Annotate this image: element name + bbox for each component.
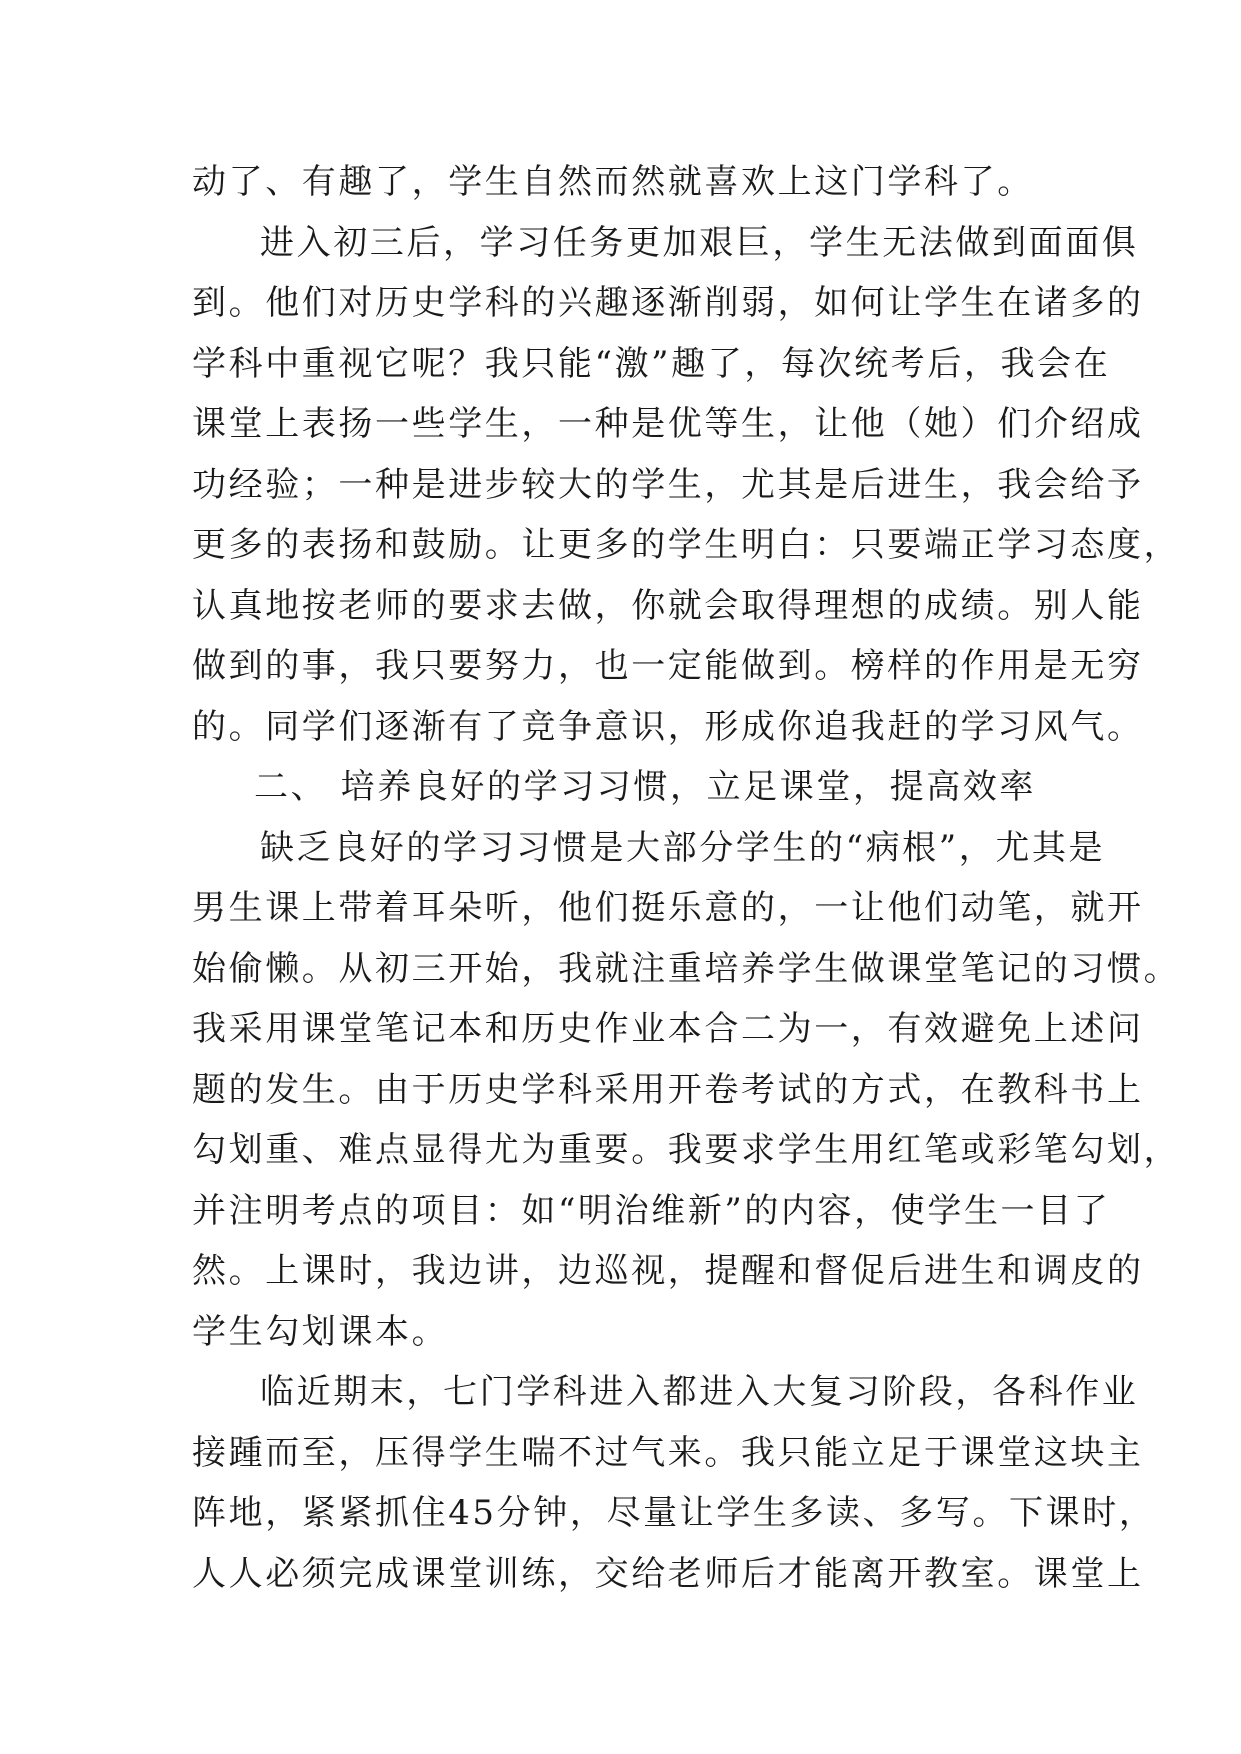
text-line: 并注明考点的项目：如“明治维新”的内容，使学生一目了 — [192, 1190, 1111, 1231]
text-line: 接踵而至，压得学生喘不过气来。我只能立足于课堂这块主 — [192, 1432, 1144, 1473]
text-line: 人人必须完成课堂训练，交给老师后才能离开教室。课堂上 — [192, 1553, 1144, 1594]
text-line: 功经验；一种是进步较大的学生，尤其是后进生，我会给予 — [192, 464, 1144, 505]
paragraph-start-line: 临近期末，七门学科进入都进入大复习阶段，各科作业 — [260, 1372, 1139, 1412]
text-line: 到。他们对历史学科的兴趣逐渐削弱，如何让学生在诸多的 — [192, 283, 1144, 323]
text-line: 男生课上带着耳朵听，他们挺乐意的，一让他们动笔，就开 — [192, 888, 1144, 928]
section-heading: 二、 培养良好的学习习惯，立足课堂，提高效率 — [254, 767, 1037, 807]
text-line: 认真地按老师的要求去做，你就会取得理想的成绩。别人能 — [192, 585, 1144, 626]
text-line: 始偷懒。从初三开始，我就注重培养学生做课堂笔记的习惯。 — [192, 948, 1181, 989]
text-line: 题的发生。由于历史学科采用开卷考试的方式，在教科书上 — [192, 1069, 1144, 1110]
text-line: 动了、有趣了，学生自然而然就喜欢上这门学科了。 — [192, 162, 1034, 202]
text-line: 更多的表扬和鼓励。让更多的学生明白：只要端正学习态度， — [192, 525, 1181, 565]
body-text — [192, 152, 1181, 1604]
text-line: 阵地，紧紧抓住45分钟，尽量让学生多读、多写。下课时， — [192, 1493, 1156, 1533]
text-line: 的。同学们逐渐有了竞争意识，形成你追我赶的学习风气。 — [192, 706, 1144, 747]
text-line: 做到的事，我只要努力，也一定能做到。榜样的作用是无穷 — [192, 646, 1144, 686]
text-line: 课堂上表扬一些学生，一种是优等生，让他（她）们介绍成 — [192, 404, 1144, 444]
text-line: 勾划重、难点显得尤为重要。我要求学生用红笔或彩笔勾划， — [192, 1130, 1181, 1170]
text-line: 我采用课堂笔记本和历史作业本合二为一，有效避免上述问 — [192, 1009, 1144, 1049]
paragraph-start-line: 缺乏良好的学习习惯是大部分学生的“病根”，尤其是 — [260, 827, 1106, 868]
text-line: 学科中重视它呢？我只能“激”趣了，每次统考后，我会在 — [192, 343, 1111, 384]
text-line: 然。上课时，我边讲，边巡视，提醒和督促后进生和调皮的 — [192, 1251, 1144, 1291]
text-line: 学生勾划课本。 — [192, 1311, 449, 1352]
paragraph-start-line: 进入初三后，学习任务更加艰巨，学生无法做到面面俱 — [260, 222, 1139, 263]
